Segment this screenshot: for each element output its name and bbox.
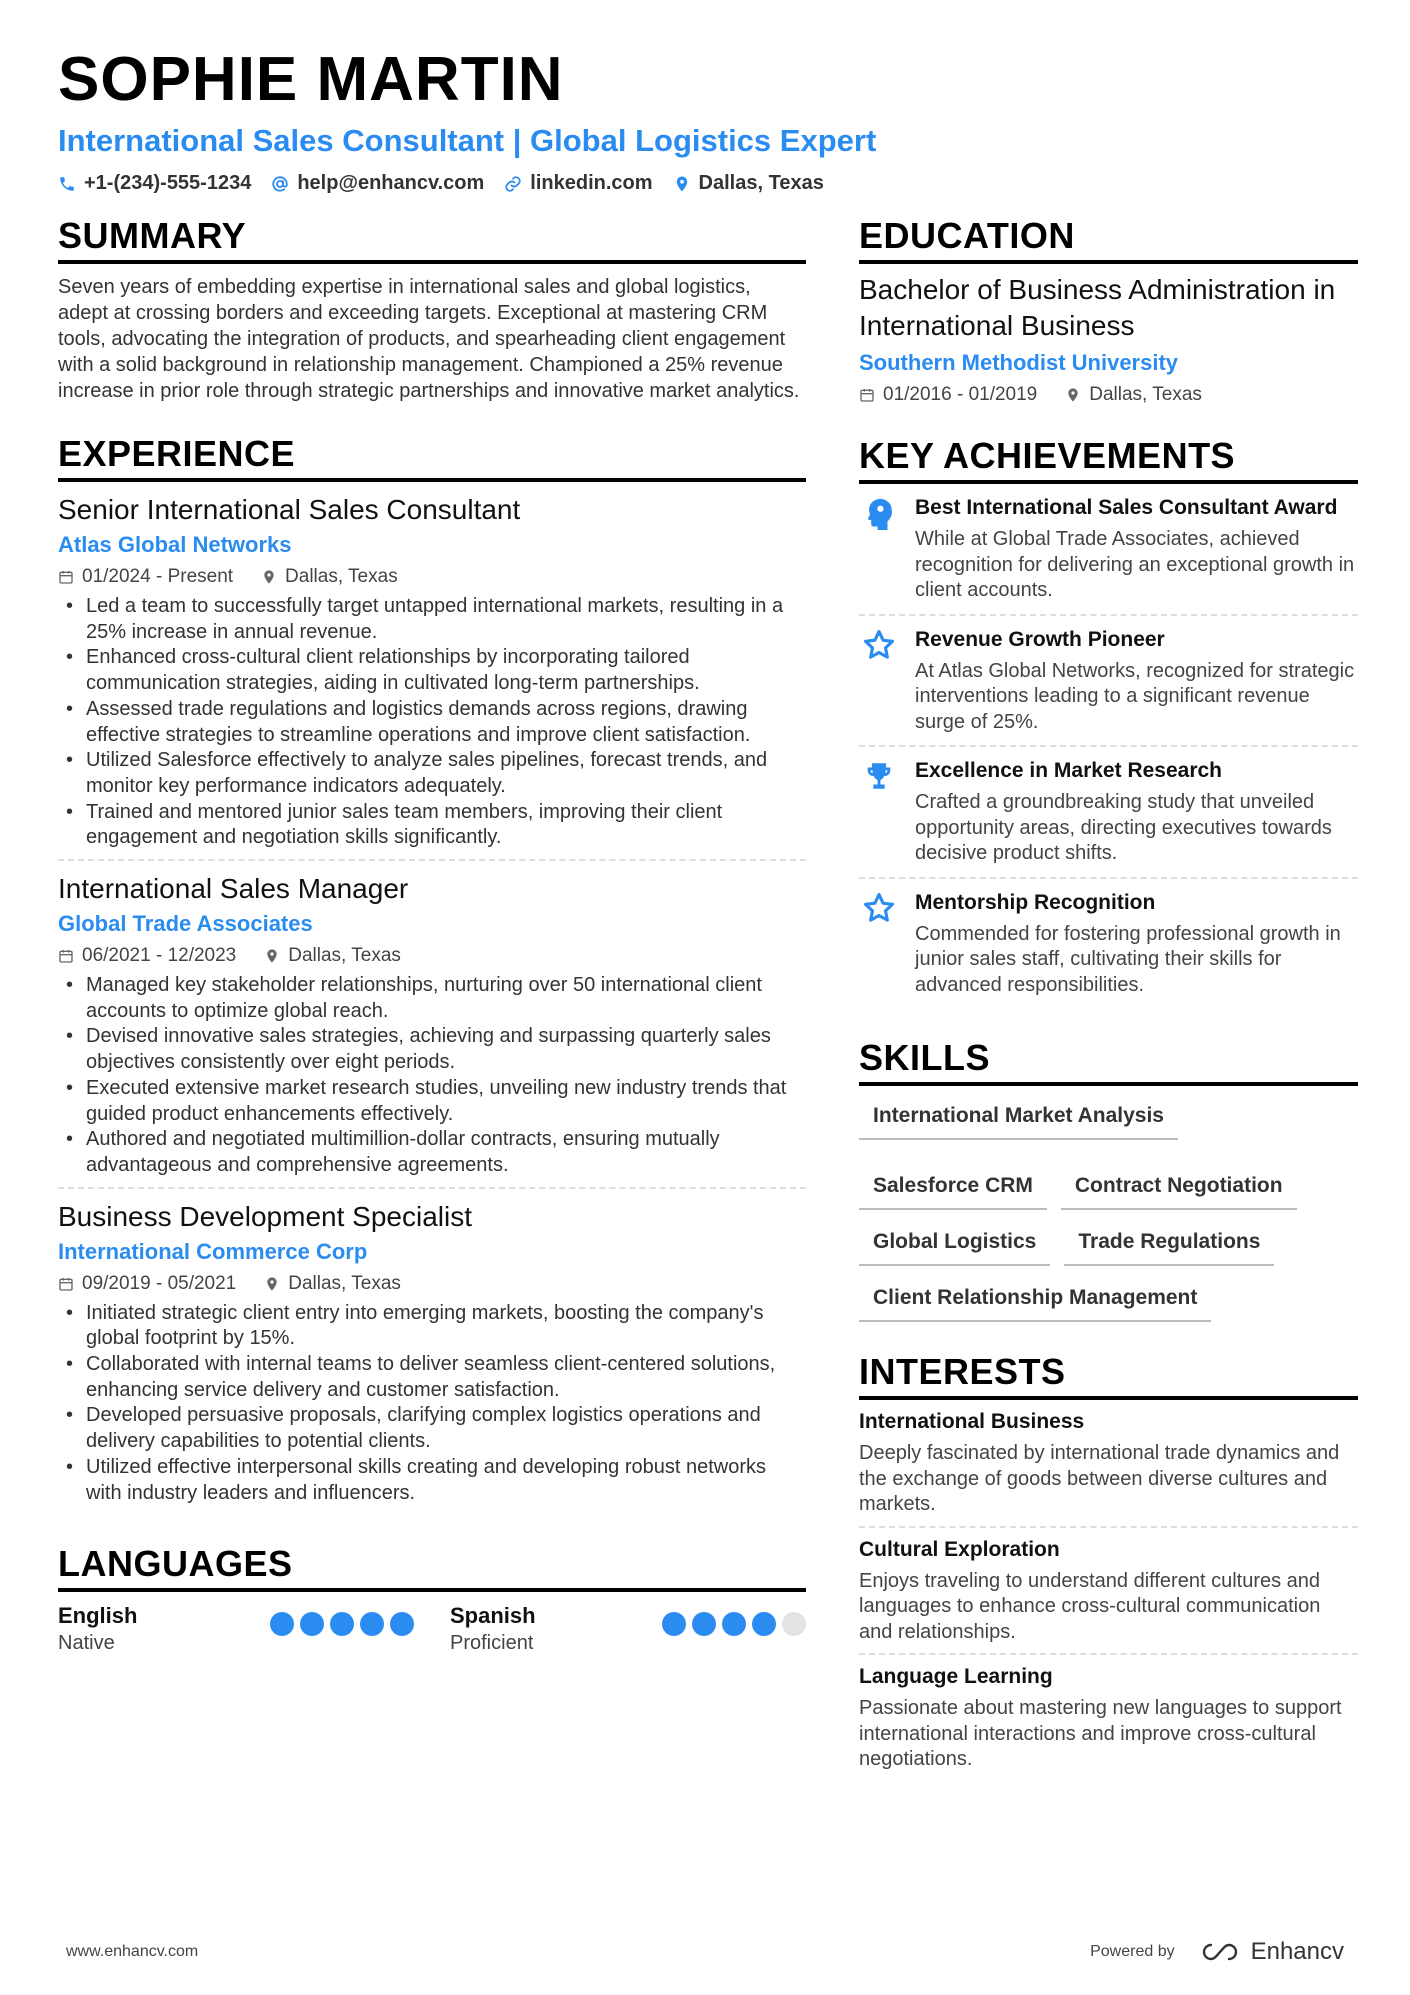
footer-website[interactable]: www.enhancv.com — [66, 1943, 199, 1960]
company-name: Atlas Global Networks — [58, 532, 292, 557]
interest-title: Language Learning — [859, 1665, 1053, 1688]
candidate-headline: International Sales Consultant | Global Logistics Expert — [58, 123, 877, 158]
achievement-desc: While at Global Trade Associates, achieved recognition for delivering an exceptional growth in client accounts. — [915, 528, 1355, 601]
achievement-title: Excellence in Market Research — [915, 759, 1223, 782]
degree-title: Bachelor of Business Administration in International Business — [859, 274, 1336, 341]
interest-item — [859, 1400, 1358, 1528]
interest-desc: Passionate about mastering new languages to support international interactions and improve cross-cultural negotiations. — [859, 1697, 1342, 1770]
job-dates — [58, 945, 236, 967]
star-icon — [859, 626, 899, 736]
skills-section — [859, 1036, 1358, 1322]
skill-tag: International Market Analysis — [859, 1098, 1178, 1140]
rating-dot — [692, 1612, 716, 1636]
skills-heading: SKILLS — [859, 1036, 1358, 1086]
language-name: English — [58, 1603, 138, 1629]
education-section — [859, 214, 1358, 406]
location-icon — [261, 569, 277, 585]
skill-tag: Client Relationship Management — [859, 1280, 1211, 1322]
language-name: Spanish — [450, 1603, 536, 1629]
job-bullet: • Collaborated with internal teams to deliver seamless client-centered solutions, enhancing service delivery and customer satisfaction. — [58, 1352, 806, 1403]
contact-bar — [58, 172, 1358, 195]
job-dates — [58, 566, 233, 588]
language-item — [58, 1602, 414, 1656]
rating-dot — [300, 1612, 324, 1636]
achievements-section — [859, 434, 1358, 1008]
calendar-icon — [859, 387, 875, 403]
location-icon — [673, 175, 691, 193]
achievement-desc: Crafted a groundbreaking study that unveiled opportunity areas, directing executives towards decisive product shifts. — [915, 791, 1332, 864]
job-bullets — [58, 973, 806, 1179]
job-bullet: • Utilized effective interpersonal skills creating and developing robust networks with industry leaders and influencers. — [58, 1455, 806, 1506]
job-bullet: • Enhanced cross-cultural client relationships by incorporating tailored communication strategies, aiding in cultivated long-term partnerships. — [58, 645, 806, 696]
job-bullet: • Managed key stakeholder relationships, nurturing over 50 international client accounts to optimize global reach. — [58, 973, 806, 1024]
contact-location — [673, 172, 824, 195]
job-entry — [58, 482, 806, 861]
job-bullet: • Led a team to successfully target untapped international markets, resulting in a 25% increase in annual revenue. — [58, 594, 806, 645]
achievement-title: Revenue Growth Pioneer — [915, 627, 1165, 651]
skill-tag: Salesforce CRM — [859, 1168, 1047, 1210]
education-dates — [859, 384, 1037, 406]
summary-section — [58, 214, 806, 404]
contact-email-text: help@enhancv.com — [297, 172, 485, 194]
interest-title: Cultural Exploration — [859, 1537, 1060, 1561]
enhancv-logo-icon — [1197, 1940, 1243, 1964]
contact-linkedin[interactable] — [504, 172, 652, 195]
job-bullet: • Trained and mentored junior sales team members, improving their client engagement and negotiation skills significantly. — [58, 800, 806, 851]
achievement-item — [859, 747, 1358, 879]
rating-dot — [782, 1612, 806, 1636]
at-icon — [271, 175, 289, 193]
education-dates-text: 01/2016 - 01/2019 — [883, 384, 1038, 405]
education-location — [1065, 384, 1202, 406]
star-icon — [859, 889, 899, 999]
job-location — [264, 1273, 401, 1295]
location-icon — [264, 1276, 280, 1292]
job-title: International Sales Manager — [58, 873, 409, 905]
job-location — [261, 566, 398, 588]
calendar-icon — [58, 569, 74, 585]
job-bullet: • Devised innovative sales strategies, achieving and surpassing quarterly sales objectives consistently over eight periods. — [58, 1024, 806, 1075]
contact-phone — [58, 172, 251, 195]
job-location-text: Dallas, Texas — [288, 945, 401, 967]
experience-heading: EXPERIENCE — [58, 432, 806, 482]
job-dates — [58, 1273, 236, 1295]
contact-email[interactable] — [271, 172, 484, 195]
language-item — [450, 1602, 806, 1656]
job-entry — [58, 861, 806, 1189]
contact-linkedin-text: linkedin.com — [530, 172, 653, 194]
summary-heading: SUMMARY — [58, 214, 806, 264]
languages-list — [58, 1602, 806, 1656]
powered-by-label: Powered by — [1090, 1943, 1175, 1960]
job-location — [264, 945, 401, 967]
page-footer — [66, 1938, 1344, 1966]
job-location-text: Dallas, Texas — [285, 566, 398, 587]
candidate-name: SOPHIE MARTIN — [58, 45, 564, 114]
education-meta — [859, 384, 1358, 406]
interest-item — [859, 1528, 1358, 1656]
job-meta — [58, 566, 806, 588]
company-name: Global Trade Associates — [58, 911, 313, 937]
language-rating — [270, 1612, 414, 1636]
job-bullet: • Utilized Salesforce effectively to analyze sales pipelines, forecast trends, and monitor key performance indicators adequately. — [58, 748, 806, 799]
interest-item — [859, 1655, 1358, 1781]
achievement-item — [859, 879, 1358, 1009]
achievement-item — [859, 616, 1358, 748]
interest-desc: Enjoys traveling to understand different cultures and languages to enhance cross-cultural communication and relationships. — [859, 1569, 1321, 1643]
job-meta — [58, 1273, 806, 1295]
language-rating — [662, 1612, 806, 1636]
trophy-icon — [859, 757, 899, 867]
location-icon — [264, 948, 280, 964]
language-level: Proficient — [450, 1632, 534, 1655]
rating-dot — [752, 1612, 776, 1636]
education-location-text: Dallas, Texas — [1089, 384, 1202, 405]
job-meta — [58, 945, 806, 967]
head-icon — [859, 494, 899, 604]
rating-dot — [662, 1612, 686, 1636]
languages-section — [58, 1542, 806, 1656]
job-bullet: • Assessed trade regulations and logistics demands across regions, drawing effective strategies to streamline operations and improve client satisfaction. — [58, 697, 806, 748]
summary-text: Seven years of embedding expertise in international sales and global logistics, adept at crossing borders and exceeding targets. Exceptional at mastering CRM tools, advocating the integration of products, and spearheading client engagement with a solid background in relationship management. Championed a 25% revenue increase in prior role through strategic partnerships and innovative market analytics. — [58, 276, 800, 402]
experience-section — [58, 432, 806, 1514]
skills-list — [859, 1098, 1358, 1322]
left-column — [58, 214, 806, 1684]
job-bullet: • Authored and negotiated multimillion-dollar contracts, ensuring mutually advantageous and comprehensive agreements. — [58, 1127, 806, 1178]
interest-desc: Deeply fascinated by international trade dynamics and the exchange of goods between diverse cultures and markets. — [859, 1442, 1340, 1515]
achievements-heading: KEY ACHIEVEMENTS — [859, 434, 1358, 484]
brand-name: Enhancv — [1250, 1938, 1344, 1965]
contact-location-text: Dallas, Texas — [698, 172, 824, 194]
skill-tag: Global Logistics — [859, 1224, 1050, 1266]
job-bullets — [58, 1301, 806, 1507]
skill-tag: Contract Negotiation — [1061, 1168, 1297, 1210]
powered-by — [1090, 1938, 1344, 1966]
brand-logo[interactable] — [1197, 1938, 1344, 1966]
achievement-title: Mentorship Recognition — [915, 890, 1156, 914]
achievement-desc: At Atlas Global Networks, recognized for strategic interventions leading to a significant revenue surge of 25%. — [915, 659, 1355, 733]
calendar-icon — [58, 948, 74, 964]
job-bullet: • Initiated strategic client entry into emerging markets, boosting the company's global footprint by 15%. — [58, 1301, 806, 1352]
job-entry — [58, 1189, 806, 1515]
phone-icon — [58, 175, 76, 193]
rating-dot — [330, 1612, 354, 1636]
job-bullets — [58, 594, 806, 851]
right-column — [859, 214, 1358, 1809]
job-title: Business Development Specialist — [58, 1200, 472, 1232]
education-heading: EDUCATION — [859, 214, 1358, 264]
job-dates-text: 06/2021 - 12/2023 — [82, 945, 237, 967]
calendar-icon — [58, 1276, 74, 1292]
languages-heading: LANGUAGES — [58, 1542, 806, 1592]
skill-tag: Trade Regulations — [1064, 1224, 1274, 1266]
job-bullet: • Executed extensive market research studies, unveiling new industry trends that guided product enhancements effectively. — [58, 1076, 806, 1127]
interest-title: International Business — [859, 1410, 1085, 1433]
location-icon — [1065, 387, 1081, 403]
interests-heading: INTERESTS — [859, 1350, 1358, 1400]
job-location-text: Dallas, Texas — [288, 1272, 401, 1294]
resume-header — [58, 42, 1358, 195]
achievement-item — [859, 484, 1358, 616]
rating-dot — [270, 1612, 294, 1636]
school-name: Southern Methodist University — [859, 350, 1179, 375]
achievement-title: Best International Sales Consultant Award — [915, 496, 1338, 519]
job-title: Senior International Sales Consultant — [58, 494, 521, 525]
job-bullet: • Developed persuasive proposals, clarifying complex logistics operations and delivery capabilities to potential clients. — [58, 1403, 806, 1454]
rating-dot — [360, 1612, 384, 1636]
job-dates-text: 01/2024 - Present — [82, 566, 234, 587]
company-name: International Commerce Corp — [58, 1238, 368, 1264]
contact-phone-text: +1-(234)-555-1234 — [84, 172, 252, 194]
rating-dot — [722, 1612, 746, 1636]
language-level: Native — [58, 1632, 115, 1655]
job-dates-text: 09/2019 - 05/2021 — [82, 1272, 237, 1294]
rating-dot — [390, 1612, 414, 1636]
achievement-desc: Commended for fostering professional growth in junior sales staff, cultivating their skills for advanced responsibilities. — [915, 922, 1341, 996]
link-icon — [504, 175, 522, 193]
interests-section — [859, 1350, 1358, 1781]
